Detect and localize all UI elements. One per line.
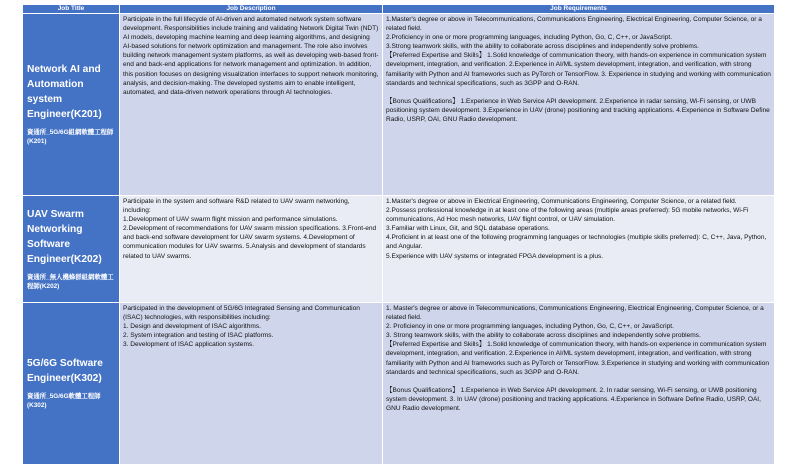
job-title-cell	[23, 196, 120, 303]
table-header-row	[23, 5, 775, 14]
requirement-item: 2. Proficiency in one or more programming languages, including Python, Go, C, C++, or JavaScript.	[386, 323, 674, 331]
requirement-item: 3.Strong teamwork skills, with the ability to collaborate across disciplines and independently solve problems.	[386, 43, 699, 51]
header-job-description: Job Description	[120, 5, 383, 14]
table-row-k302	[23, 303, 775, 465]
requirement-item: 5.Experience with UAV systems or integrated FPGA development is a plus.	[386, 252, 604, 260]
requirement-item: 1.Master's degree or above in Telecommunications, Communications Engineering, Electrical Engineering, Computer Science, or a related field.	[386, 16, 764, 33]
job-subtitle: 資通所_5G/6G軟體工程師(K302)	[27, 393, 101, 409]
job-requirements-cell	[383, 303, 775, 465]
preferred-skills: 【Preferred Expertise and Skills】 1.Solid knowledge of communication theory, with hands-on experience in communication system development, integration, and verification. 2.Experience in AI/ML system development, integration, and verification, with strong familiarity with Python and AI frameworks such as PyTorch or TensorFlow. 3. Experience in studying and working with communication standards and technical specifications, such as 3GPP and O-RAN.	[386, 52, 773, 87]
job-table	[22, 4, 775, 465]
requirement-item: 2.Possess professional knowledge in at least one of the following areas (multiple areas preferred): 5G mobile networks, Wi-Fi communications, Ad Hoc mesh networks, UAV flight control, or UAV simulation.	[386, 207, 751, 224]
job-title-cell	[23, 303, 120, 465]
job-description-cell	[120, 196, 383, 303]
requirement-item: 3. Strong teamwork skills, with the ability to collaborate across disciplines and independently solve problems.	[386, 332, 701, 340]
job-title: UAV Swarm Networking Software Engineer(K202)	[27, 208, 102, 265]
job-title-cell	[23, 14, 120, 196]
job-description-intro: Participated in the development of 5G/6G Integrated Sensing and Communication (ISAC) technologies, with responsibilities including:	[123, 305, 362, 322]
job-subtitle: 資通所_5G/6G組網軟體工程師(K201)	[27, 129, 114, 145]
job-description-item: 2. System integration and testing of ISAC platforms.	[123, 332, 274, 340]
job-requirements-cell	[383, 196, 775, 303]
job-description-item: 1. Design and development of ISAC algorithms.	[123, 323, 261, 331]
table-row-k201	[23, 14, 775, 196]
header-job-title: Job Title	[23, 5, 120, 14]
job-description-intro: Participate in the system and software R&D related to UAV swarm networking, including:	[123, 198, 352, 215]
spacer	[386, 377, 771, 386]
job-subtitle: 資通所_無人機蜂群組網軟體工程師(K202)	[27, 273, 114, 290]
preferred-skills: 【Preferred Expertise and Skills】 1.Solid knowledge of communication theory, with hands-on experience in communication system development, integration, and verification. 2.Experience in AI/ML system development, integration, and verification, with strong familiarity with Python and AI frameworks such as PyTorch or TensorFlow. 3.Experience in studying and working with communication standards and technical specifications, such as 3GPP and O-RAN.	[386, 341, 771, 376]
table-row-k202	[23, 196, 775, 303]
job-description-item: 3. Development of ISAC application systems.	[123, 341, 254, 349]
job-description-cell	[120, 303, 383, 465]
job-description-cell	[120, 14, 383, 196]
bonus-qualifications: 【Bonus Qualifications】 1.Experience in Web Service API development. 2.Experience in radar sensing, Wi-Fi sensing, or UWB positioning system development. 3.Experience in UAV (drone) positioning and tracking applications. 4.Experience in Software Define Radio, USRP, OAI, GNU Radio development.	[386, 97, 772, 124]
job-title: 5G/6G Software Engineer(K302)	[27, 358, 103, 385]
requirement-item: 1.Master's degree or above in Electrical Engineering, Communications Engineering, Computer Science, or a related field.	[386, 198, 737, 205]
job-description-items: 1.Development of UAV swarm flight mission and performance simulations. 2.Development of recommendations for UAV swarm mission specifications. 3.Front-end and back-end software development for UAV swarm systems. 4.Development of communication modules for UAV swarms. 5.Analysis and development of standards related to UAV swarms.	[123, 216, 378, 260]
requirement-item: 4.Proficient in at least one of the following programming languages or technologies (multiple skills preferred): C, C++, Java, Python, and Angular.	[386, 234, 769, 251]
requirement-item: 2.Proficiency in one or more programming languages, including Python, Go, C, C++, or JavaScript.	[386, 34, 673, 42]
requirement-item: 3.Familiar with Linux, Git, and SQL database operations.	[386, 225, 550, 233]
header-job-requirements: Job Requirements	[383, 5, 775, 14]
job-description: Participate in the full lifecycle of AI-driven and automated network system software development. Responsibilities include training and validating Network Digital Twin (NDT) AI models, developing machine learning and deep learning algorithms, and designing AI-based solutions for network optimization and management. The role also involves building network management system platforms, as well as developing web-based front-end and back-end applications for network management and optimization. In addition, this position focuses on designing visualization interfaces to support network monitoring, analysis, and decision-making. The developed systems aim to enable intelligent, automated, and data-driven network operations through AI technologies.	[123, 16, 381, 96]
job-title: Network AI and Automation system Engineer(K201)	[27, 64, 102, 121]
spacer	[386, 88, 771, 97]
bonus-qualifications: 【Bonus Qualifications】 1.Experience in Web Service API development. 2. In radar sensing, Wi-Fi sensing, or UWB positioning system development. 3. In UAV (drone) positioning and tracking applications. 4.Experience in Software Define Radio, USRP, OAI, GNU Radio development.	[386, 386, 763, 413]
requirement-item: 1. Master's degree or above in Telecommunications, Communications Engineering, Electrical Engineering, Computer Science, or a related field.	[386, 305, 766, 322]
job-requirements-cell	[383, 14, 775, 196]
